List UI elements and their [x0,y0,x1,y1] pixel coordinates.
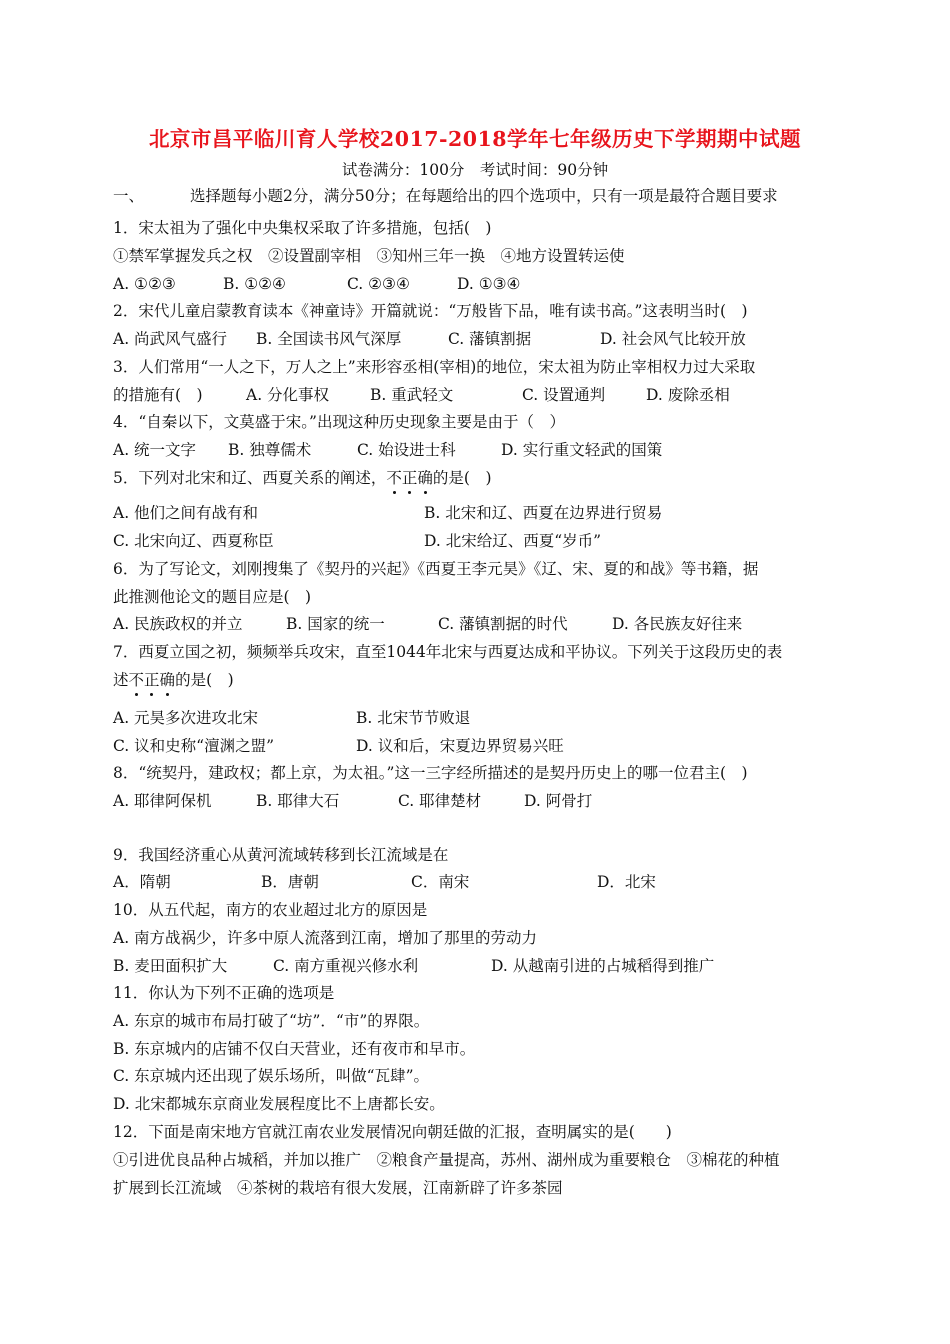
option-d: D. 实行重文轻武的国策 [501,441,663,459]
option-b: B. ①②④ [223,275,286,293]
question-6-options [113,614,742,634]
option-c: C. 南方重视兴修水利 [273,957,419,975]
question-8-options [113,791,592,811]
option-d: D．北宋 [597,873,656,891]
question-2-stem: 2．宋代儿童启蒙教育读本《神童诗》开篇就说：“万般皆下品，唯有读书高。”这表明当时( ) [113,302,748,320]
option-c: C. 藩镇割据的时代 [438,615,568,633]
emphasis-text: 不正确 [128,671,176,689]
question-8-stem: 8．“统契丹，建政权；都上京，为太祖。”这一三字经所描述的是契丹历史上的哪一位君主( ) [113,764,748,782]
option-b: B. 耶律大石 [256,792,340,810]
option-b: B. 国家的统一 [286,615,385,633]
option-a: A. 统一文字 [113,441,197,459]
stem-text: 的是( ) [432,469,492,487]
option-d: D. ①③④ [457,275,521,293]
stem-text: 述 [113,671,129,689]
section-number: 一、 [113,187,145,205]
question-1-options [113,274,520,294]
emphasis-text: 不正确 [386,469,433,487]
option-b: B. 全国读书风气深厚 [256,330,402,348]
question-11-option-a: A. 东京的城市布局打破了“坊”．“市”的界限。 [113,1012,430,1030]
option-d: D. 社会风气比较开放 [600,330,746,348]
question-5-options-row1 [113,503,662,523]
option-b: B．唐朝 [261,873,319,891]
option-d: D. 各民族友好往来 [612,615,743,633]
question-5-options-row2 [113,531,601,551]
option-d: D. 北宋给辽、西夏“岁币” [424,532,602,550]
question-1-stem: 1．宋太祖为了强化中央集权采取了许多措施，包括( ) [113,219,492,237]
question-3-stem-cont: 的措施有( ) [113,386,203,404]
option-c: C. ②③④ [347,275,410,293]
question-7-options-row2 [113,736,564,756]
question-11-stem: 11．你认为下列不正确的选项是 [113,984,335,1002]
question-10-options [113,956,714,976]
option-b: B. 麦田面积扩大 [113,957,228,975]
option-a: A. ①②③ [113,275,176,293]
option-c: C. 设置通判 [522,386,606,404]
option-a: A. 尚武风气盛行 [113,330,228,348]
question-4-options [113,440,662,460]
question-7-options-row1 [113,708,470,728]
option-c: C．南宋 [411,873,470,891]
question-12-items-cont: 扩展到长江流域 ④茶树的栽培有很大发展，江南新辟了许多茶园 [113,1179,563,1197]
question-5-stem [113,468,492,488]
stem-text: 5．下列对北宋和辽、西夏关系的阐述， [113,469,387,487]
option-a: A. 分化事权 [246,386,330,404]
question-1-items: ①禁军掌握发兵之权 ②设置副宰相 ③知州三年一换 ④地方设置转运使 [113,247,625,265]
option-d: D. 议和后，宋夏边界贸易兴旺 [356,737,564,755]
question-7-stem-cont [113,670,234,690]
option-b: B. 重武轻文 [370,386,454,404]
question-10-option-a: A. 南方战祸少，许多中原人流落到江南，增加了那里的劳动力 [113,929,538,947]
option-a: A. 民族政权的并立 [113,615,243,633]
question-11-option-b: B. 东京城内的店铺不仅白天营业，还有夜市和早市。 [113,1040,476,1058]
option-c: C. 藩镇割据 [448,330,532,348]
question-12-stem: 12．下面是南宋地方官就江南农业发展情况向朝廷做的汇报，查明属实的是( ) [113,1123,672,1141]
option-a: A. 元昊多次进攻北宋 [113,709,259,727]
option-d: D. 从越南引进的占城稻得到推广 [491,957,715,975]
option-b: B. 北宋和辽、西夏在边界进行贸易 [424,504,663,522]
question-3-options [113,385,730,405]
question-10-stem: 10．从五代起，南方的农业超过北方的原因是 [113,901,428,919]
question-12-items: ①引进优良品种占城稻，并加以推广 ②粮食产量提高，苏州、湖州成为重要粮仓 ③棉花的种植 [113,1151,780,1169]
option-d: D. 废除丞相 [646,386,730,404]
option-c: C. 议和史称“澶渊之盟” [113,737,275,755]
option-a: A. 耶律阿保机 [113,792,212,810]
section-instruction: 选择题每小题2分，满分50分；在每题给出的四个选项中，只有一项是最符合题目要求 [190,187,778,205]
question-6-stem-cont: 此推测他论文的题目应是( ) [113,588,312,606]
question-7-stem: 7．西夏立国之初，频频举兵攻宋，直至1044年北宋与西夏达成和平协议。下列关于这段历史的表 [113,643,783,661]
question-6-stem: 6．为了写论文，刘刚搜集了《契丹的兴起》《西夏王李元昊》《辽、宋、夏的和战》等书籍，据 [113,560,759,578]
question-9-stem: 9．我国经济重心从黄河流域转移到长江流域是在 [113,846,449,864]
page-title: 北京市昌平临川育人学校2017-2018学年七年级历史下学期期中试题 [148,127,802,151]
option-a: A. 他们之间有战有和 [113,504,259,522]
question-2-options [113,329,746,349]
stem-text: 的是( ) [175,671,234,689]
question-11-option-d: D. 北宋都城东京商业发展程度比不上唐都长安。 [113,1095,445,1113]
option-c: C. 始设进士科 [357,441,456,459]
option-b: B. 独尊儒术 [228,441,312,459]
question-11-option-c: C. 东京城内还出现了娱乐场所，叫做“瓦肆”。 [113,1067,430,1085]
question-9-options [113,872,656,892]
question-4-stem: 4．“自秦以下，文莫盛于宋。”出现这种历史现象主要是由于（ ） [113,413,565,431]
exam-info: 试卷满分：100分 考试时间：90分钟 [341,161,609,179]
option-c: C. 北宋向辽、西夏称臣 [113,532,274,550]
question-3-stem: 3．人们常用“一人之下，万人之上”来形容丞相(宰相)的地位，宋太祖为防止宰相权力过大采取 [113,358,756,376]
option-a: A．隋朝 [113,873,171,891]
section-heading [113,186,778,206]
option-c: C. 耶律楚材 [398,792,482,810]
option-d: D. 阿骨打 [524,792,593,810]
option-b: B. 北宋节节败退 [356,709,471,727]
